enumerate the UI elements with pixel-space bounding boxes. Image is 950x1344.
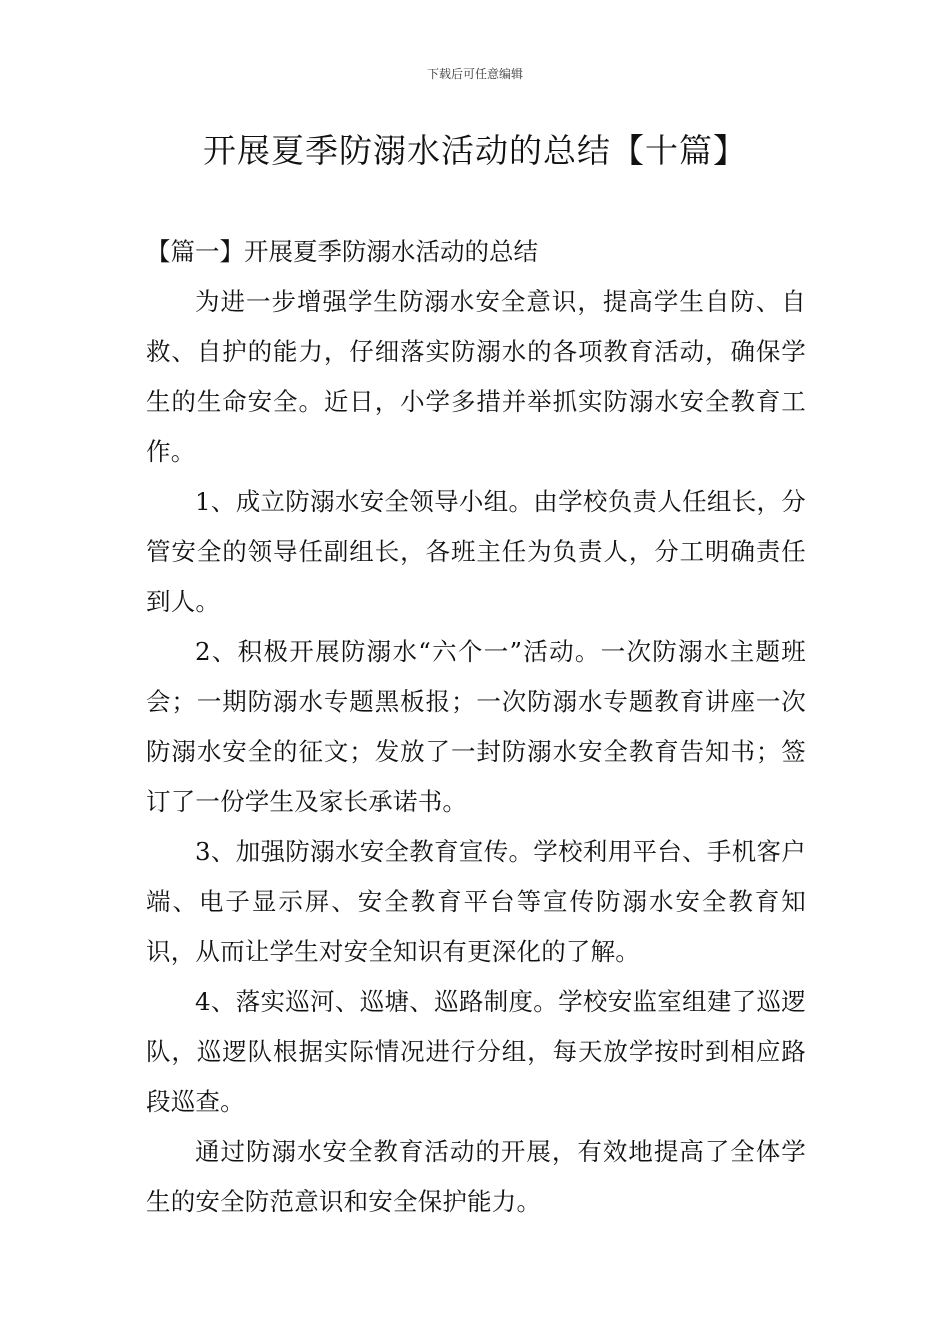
section-heading: 【篇一】开展夏季防溺水活动的总结: [146, 237, 538, 266]
paragraph-conclusion: 通过防溺水安全教育活动的开展，有效地提高了全体学生的安全防范意识和安全保护能力。: [146, 1137, 806, 1216]
paragraph-item-3: 3、加强防溺水安全教育宣传。学校利用平台、手机客户端、电子显示屏、安全教育平台等宣传防溺水安全教育知识，从而让学生对安全知识有更深化的了解。: [146, 837, 806, 966]
paragraph-intro: 为进一步增强学生防溺水安全意识，提高学生自防、自救、自护的能力，仔细落实防溺水的各项教育活动，确保学生的生命安全。近日，小学多措并举抓实防溺水安全教育工作。: [146, 287, 806, 466]
header-note: 下载后可任意编辑: [426, 67, 523, 81]
paragraph-item-2: 2、积极开展防溺水“六个一”活动。一次防溺水主题班会；一期防溺水专题黑板报；一次防溺水专题教育讲座一次防溺水安全的征文；发放了一封防溺水安全教育告知书；签订了一份学生及家长承诺书。: [146, 637, 806, 816]
paragraph-item-1: 1、成立防溺水安全领导小组。由学校负责人任组长，分管安全的领导任副组长，各班主任为负责人，分工明确责任到人。: [146, 487, 806, 616]
document-title: 开展夏季防溺水活动的总结【十篇】: [203, 131, 747, 170]
paragraph-item-4: 4、落实巡河、巡塘、巡路制度。学校安监室组建了巡逻队，巡逻队根据实际情况进行分组，每天放学按时到相应路段巡查。: [146, 987, 806, 1116]
document-body: [146, 227, 806, 1227]
